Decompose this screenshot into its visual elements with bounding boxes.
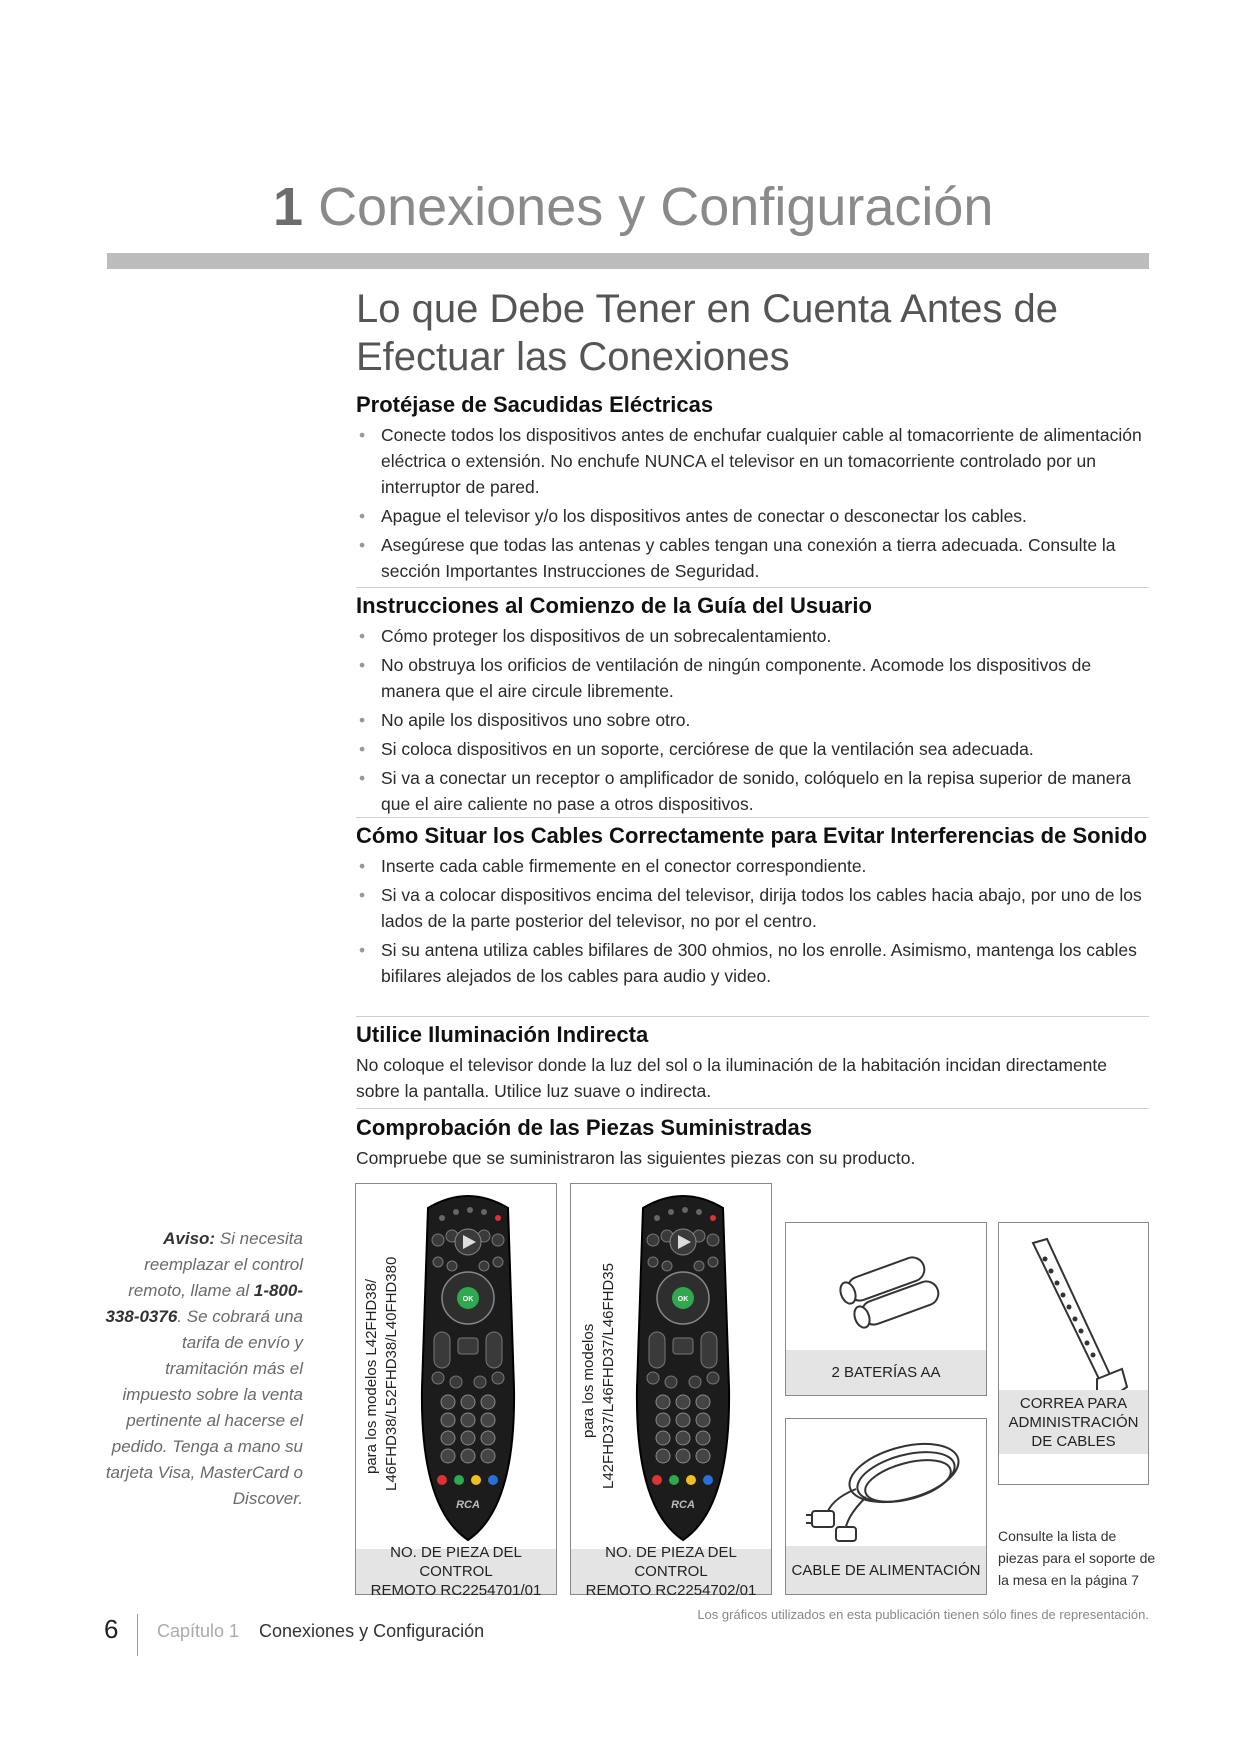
list-item: • Inserte cada cable firmemente en el conector correspondiente. — [356, 853, 1149, 879]
remote-button — [668, 1209, 674, 1215]
main-heading: Lo que Debe Tener en Cuenta Antes de Efectuar las Conexiones — [356, 287, 1059, 379]
section-cable-placement — [356, 823, 1149, 992]
number-button — [441, 1431, 455, 1445]
section-title: Cómo Situar los Cables Correctamente para Evitar Interferencias de Sonido — [356, 823, 1148, 848]
part-remote-1 — [355, 1183, 557, 1599]
caption-line: CORREA PARA — [1019, 1394, 1128, 1412]
remote-button — [450, 1376, 462, 1388]
caption-line: ADMINISTRACIÓN — [1008, 1413, 1139, 1431]
remote-button — [432, 1372, 444, 1384]
footer-section-label: Conexiones y Configuración — [259, 1621, 485, 1641]
number-button — [676, 1395, 690, 1409]
number-button — [481, 1413, 495, 1427]
section-divider — [356, 1016, 1149, 1017]
remote-button — [689, 1376, 701, 1388]
bullet-list — [356, 623, 1149, 817]
section-indirect-lighting — [356, 1022, 1149, 1104]
section-title: Comprobación de las Piezas Suministradas — [356, 1115, 813, 1140]
number-button — [481, 1449, 495, 1463]
section-electric-shock — [356, 392, 1149, 587]
page-number: 6 — [104, 1614, 119, 1644]
remote-models-line-2: L46FHD38/L52FHD38/L40FHD380 — [383, 1256, 400, 1491]
number-button — [696, 1449, 710, 1463]
remote-button — [481, 1209, 487, 1215]
remote-models-line-2: L42FHD37/L46FHD37/L46FHD35 — [600, 1263, 617, 1489]
remote-button — [694, 1261, 704, 1271]
color-button — [652, 1475, 662, 1485]
channel-rocker — [701, 1332, 717, 1368]
list-item: • No obstruya los orificios de ventilación de ningún componente. Acomode los dispositivos de manera que el aire circule libremente. — [356, 652, 1149, 704]
number-button — [481, 1431, 495, 1445]
section-divider — [356, 1108, 1149, 1109]
chapter-title-text: Conexiones y Configuración — [318, 177, 994, 237]
section-title: Protéjase de Sacudidas Eléctricas — [356, 392, 714, 417]
number-button — [461, 1413, 475, 1427]
section-supplied-parts — [356, 1115, 1149, 1171]
batteries-caption: 2 BATERÍAS AA — [786, 1350, 986, 1395]
number-button — [441, 1395, 455, 1409]
section-divider — [356, 587, 1149, 588]
number-button — [441, 1449, 455, 1463]
chapter-title — [273, 176, 993, 238]
notice-text: . Se cobrará una tarifa de envío y tramitación más el impuesto sobre la venta pertinente al hacerse el pedido. Tenga a mano su tarjeta Visa, MasterCard o Discover. — [105, 1307, 303, 1508]
number-button — [461, 1395, 475, 1409]
remote-button — [433, 1257, 443, 1267]
number-button — [696, 1413, 710, 1427]
number-button — [441, 1413, 455, 1427]
remote-button — [479, 1261, 489, 1271]
remote-caption — [356, 1544, 556, 1599]
remote-button — [654, 1215, 660, 1221]
rca-logo: RCA — [671, 1499, 695, 1511]
remote-button — [493, 1257, 503, 1267]
number-button — [656, 1449, 670, 1463]
chapter-title-rule — [107, 253, 1149, 269]
remote-button — [665, 1376, 677, 1388]
number-button — [461, 1449, 475, 1463]
aa-batteries-image — [826, 1253, 956, 1333]
remote-models-line-1: para los modelos L42FHD38/ — [363, 1278, 380, 1474]
remote-button — [495, 1215, 501, 1221]
replacement-remote-notice — [100, 1226, 303, 1512]
notice-label: Aviso: — [163, 1229, 216, 1248]
number-button — [656, 1431, 670, 1445]
footer-divider — [137, 1614, 138, 1656]
bullet-list — [356, 422, 1149, 584]
number-button — [481, 1395, 495, 1409]
remote-button — [708, 1257, 718, 1267]
caption-line: NO. DE PIEZA DEL CONTROL — [390, 1544, 522, 1580]
color-button — [471, 1475, 481, 1485]
caption-line: REMOTO RC2254702/01 — [585, 1582, 757, 1599]
notice-text: Si necesita reemplazar el control remoto, llame al — [128, 1229, 303, 1300]
color-button — [437, 1475, 447, 1485]
number-button — [696, 1395, 710, 1409]
list-item: • Apague el televisor y/o los dispositivos antes de conectar o desconectar los cables. — [356, 503, 1149, 529]
section-text: Compruebe que se suministraron las siguientes piezas con su producto. — [356, 1148, 916, 1168]
remote-button — [647, 1234, 659, 1246]
remote-button — [439, 1215, 445, 1221]
remote-button — [710, 1215, 716, 1221]
remote-button — [662, 1261, 672, 1271]
remote-button — [707, 1234, 719, 1246]
color-button — [703, 1475, 713, 1485]
remote-caption — [571, 1544, 771, 1599]
remote-button — [453, 1209, 459, 1215]
rca-logo: RCA — [456, 1499, 480, 1511]
footer-disclaimer: Los gráficos utilizados en esta publicación tienen sólo fines de representación. — [697, 1607, 1149, 1622]
part-cable-strap — [998, 1222, 1149, 1485]
section-title: Utilice Iluminación Indirecta — [356, 1022, 649, 1047]
notice-phone: 1-800-338-0376 — [105, 1281, 303, 1326]
number-button — [656, 1395, 670, 1409]
number-button — [676, 1431, 690, 1445]
remote-button — [492, 1372, 504, 1384]
remote-button — [648, 1257, 658, 1267]
remote-control-image — [623, 1188, 743, 1548]
list-item: • Si coloca dispositivos en un soporte, cerciórese de que la ventilación sea adecuada. — [356, 736, 1149, 762]
section-divider — [356, 817, 1149, 818]
volume-rocker — [434, 1332, 450, 1368]
section-user-guide-instructions — [356, 593, 1149, 820]
ok-label: OK — [462, 1296, 474, 1303]
list-item: • Si va a conectar un receptor o amplificador de sonido, colóquelo en la repisa superior de manera que el aire caliente no pase a otros dispositivos. — [356, 765, 1149, 817]
channel-rocker — [486, 1332, 502, 1368]
remote-button — [492, 1234, 504, 1246]
ok-label: OK — [677, 1296, 689, 1303]
list-item: • Si va a colocar dispositivos encima del televisor, dirija todos los cables hacia abajo, por uno de los lados de la parte posterior del televisor, no por el centro. — [356, 882, 1149, 934]
mute-button — [458, 1338, 478, 1354]
list-item: • Conecte todos los dispositivos antes de enchufar cualquier cable al tomacorriente de alimentación eléctrica o extensión. No enchufe NUNCA el televisor en un tomacorriente controlado por un interruptor de pared. — [356, 422, 1149, 500]
footer-chapter-label: Capítulo 1 — [157, 1621, 240, 1641]
color-button — [488, 1475, 498, 1485]
caption-line: NO. DE PIEZA DEL CONTROL — [605, 1544, 737, 1580]
bullet-list — [356, 853, 1149, 989]
caption-line: DE CABLES — [1031, 1432, 1116, 1450]
number-button — [461, 1431, 475, 1445]
stand-parts-note: Consulte la lista de piezas para el soporte de la mesa en la página 7 — [998, 1528, 1156, 1588]
remote-control-image — [408, 1188, 528, 1548]
number-button — [656, 1413, 670, 1427]
remote-button — [467, 1207, 473, 1213]
mute-button — [673, 1338, 693, 1354]
list-item: • Cómo proteger los dispositivos de un sobrecalentamiento. — [356, 623, 1149, 649]
color-button — [669, 1475, 679, 1485]
number-button — [676, 1413, 690, 1427]
remote-button — [447, 1261, 457, 1271]
section-text: No coloque el televisor donde la luz del sol o la iluminación de la habitación incidan directamente sobre la pantalla. Utilice luz suave o indirecta. — [356, 1055, 1108, 1101]
remote-button — [432, 1234, 444, 1246]
section-title: Instrucciones al Comienzo de la Guía del Usuario — [356, 593, 872, 618]
power-cord-caption: CABLE DE ALIMENTACIÓN — [786, 1546, 986, 1594]
caption-line: REMOTO RC2254701/01 — [370, 1582, 542, 1599]
number-button — [676, 1449, 690, 1463]
color-button — [686, 1475, 696, 1485]
strap-caption — [999, 1390, 1148, 1454]
volume-rocker — [649, 1332, 665, 1368]
part-remote-2 — [570, 1183, 772, 1599]
remote-button — [707, 1372, 719, 1384]
part-power-cord — [785, 1418, 987, 1595]
list-item: • No apile los dispositivos uno sobre otro. — [356, 707, 1149, 733]
remote-button — [682, 1207, 688, 1213]
remote-button — [647, 1372, 659, 1384]
power-cord-image — [796, 1427, 976, 1547]
remote-button — [696, 1209, 702, 1215]
chapter-number: 1 — [273, 177, 304, 237]
remote-button — [474, 1376, 486, 1388]
color-button — [454, 1475, 464, 1485]
remote-models-line-1: para los modelos — [580, 1323, 597, 1438]
part-batteries — [785, 1222, 987, 1396]
number-button — [696, 1431, 710, 1445]
list-item: • Asegúrese que todas las antenas y cables tengan una conexión a tierra adecuada. Consulte la sección Importantes Instrucciones de Seguridad. — [356, 532, 1149, 584]
list-item: • Si su antena utiliza cables bifilares de 300 ohmios, no los enrolle. Asimismo, mantenga los cables bifilares alejados de los cables para audio y video. — [356, 937, 1149, 989]
